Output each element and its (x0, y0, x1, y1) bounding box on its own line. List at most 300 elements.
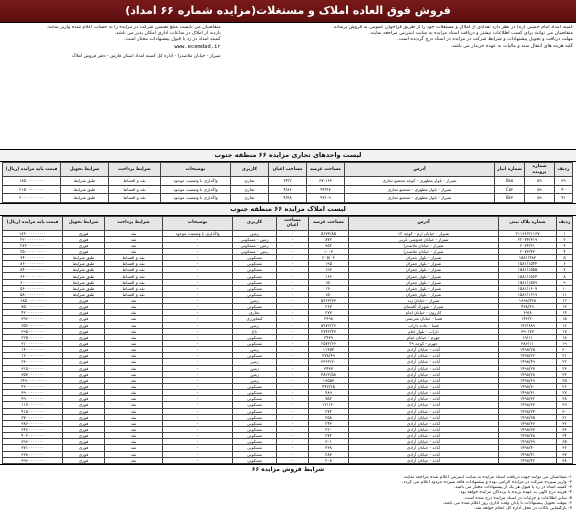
table-cell: نقد (105, 359, 163, 365)
table-cell: آباده - خیابان آزادی (349, 433, 499, 439)
table-cell: آباده - خیابان آزادی (349, 420, 499, 426)
table-cell: - (163, 457, 233, 463)
table-cell: ۲۰۵/۰۳ (309, 255, 349, 261)
table-cell: ۳۹۶۰۰۰۰۰۰۰ (3, 457, 63, 463)
intro-left-column (3, 25, 221, 147)
table-cell: C۵۲ (495, 185, 525, 194)
table-cell: - (277, 371, 309, 377)
footer-line: ۲- واریز سپرده شرکت در مزایده الزامی بوده و پیشنهادات فاقد سپرده مردود اعلام می گردد. (402, 480, 572, 486)
table-cell: مسکونی (233, 439, 277, 445)
table-cell: مسکونی (233, 445, 277, 451)
table-cell: نقد (105, 310, 163, 316)
table-cell: نقد (105, 334, 163, 340)
table-cell: - (277, 328, 309, 334)
table-cell: - (163, 334, 233, 340)
column-header: توضیحات (163, 216, 233, 230)
table-cell: - (163, 427, 233, 433)
table-cell: نقد (105, 371, 163, 377)
table-cell: شیراز - خیابان ملاصدرا (349, 248, 499, 254)
table-cell: ۳۹/۸ (499, 310, 557, 316)
table-cell: آباده - خیابان آزادی (349, 402, 499, 408)
table-cell: - (163, 298, 233, 304)
table-cell: - (277, 242, 309, 248)
table-cell: ۲۶ (557, 384, 573, 390)
table-cell: ۱۴۹۸/۴۰ (499, 445, 557, 451)
table-cell: ۱۴۹۸/۳۰ (499, 384, 557, 390)
table-cell: ۲۴ (557, 371, 573, 377)
table-cell: ۲۲۵۰۰۰۰۰۰۰ (3, 334, 63, 340)
table-cell: ۷۵۲ (309, 396, 349, 402)
commercial-units-table (2, 162, 573, 203)
table-cell: ۱۶۵۵۳ (309, 377, 349, 383)
table-cell: ۱۰۰۳ (309, 248, 349, 254)
table-cell: طبق شرایط (63, 261, 105, 267)
table-cell: تجاری (233, 310, 277, 316)
table-cell: ۴۸۹ (309, 390, 349, 396)
table-cell: طبق شرایط (63, 291, 105, 297)
table-cell: - (163, 347, 233, 353)
table-cell: ۲۰۷۳/۴۳ (499, 248, 557, 254)
table-cell: نقد (105, 347, 163, 353)
table-cell: شیراز - خیابان ملاصدرا (349, 242, 499, 248)
table-cell: شیراز - بلوار چمران (349, 261, 499, 267)
column-header: شرایط تحویل (63, 216, 105, 230)
section-title-properties: لیست املاک مزایده ۶۶ منطقه جنوب (0, 203, 576, 216)
table-row (3, 177, 573, 186)
table-cell: - (163, 384, 233, 390)
table-cell: B۷۳ (495, 194, 525, 203)
table-cell: ۲۰۷۴/۳۱ (499, 242, 557, 248)
table-cell: مسکونی (233, 457, 277, 463)
table-cell: - (277, 347, 309, 353)
table-cell: ۱۴ (557, 310, 573, 316)
table-cell: ۱۴۹۸/۳۷ (499, 427, 557, 433)
table-cell: جهرم - خیابان خیام (349, 334, 499, 340)
table-cell: ۲۰۰۰۰۰۰۰۰۰۰ (3, 194, 61, 203)
column-header: مساحت عرصه (309, 216, 349, 230)
table-cell: مسکونی (233, 291, 277, 297)
table-cell: ۱۵۸۱/۱۵۷۹ (499, 279, 557, 285)
table-cell: نقد (105, 384, 163, 390)
table-cell: ۱۴۹۸/۳۳ (499, 402, 557, 408)
footer-title: شرایط فروش مزایده ۶۶ (0, 464, 576, 474)
table-cell: - (163, 402, 233, 408)
table-cell: ۴۶۰۰۰۰۰۰۰۰ (3, 384, 63, 390)
table-cell: ۱۹ (557, 341, 573, 347)
table-cell: ۸۶۰۰۰۰۰۰۰۰۰ (3, 261, 63, 267)
table-cell: - (163, 279, 233, 285)
table-cell: ۲۴۳ (309, 420, 349, 426)
column-header: شماره انبار (495, 163, 525, 177)
table-cell: نقد (105, 402, 163, 408)
table-cell: ۸ (557, 273, 573, 279)
table-cell: طبق شرایط (63, 285, 105, 291)
table-cell: فوری (63, 384, 105, 390)
table-cell: ۱۴۹۸/۴۲ (499, 457, 557, 463)
table-cell: ۳۵۶۰۰۰۰۰۰۰ (3, 322, 63, 328)
table-cell: ۲۸۷ (309, 451, 349, 457)
table-cell: ۲۱۱۶۶/۲۱۱۶۷ (499, 230, 557, 236)
table-cell: ۱۴۶/۶۸۹ (499, 322, 557, 328)
footer-line: ۱- متقاضیان می توانند جهت دریافت اسناد مزایده به سایت اینترنتی اعلام شده مراجعه نمایند. (402, 474, 572, 480)
table-cell: ۲۷۸/۴۹ (309, 353, 349, 359)
table-cell: - (163, 451, 233, 457)
table-cell: مسکونی (233, 267, 277, 273)
table-cell: ۲۷۴۲/۴۳ (309, 328, 349, 334)
table-cell: ۴۰ (555, 185, 573, 194)
table-cell: ۱۹۹۸/۴۲۸ (499, 298, 557, 304)
table-cell: ۲۸ (557, 396, 573, 402)
table-cell: - (277, 396, 309, 402)
table-cell: فوری (63, 236, 105, 242)
table-cell: نقد (105, 396, 163, 402)
table-cell: ۹۵۲ (309, 242, 349, 248)
column-header: توضیحات (161, 163, 231, 177)
table-cell: فوری (63, 359, 105, 365)
table-cell: - (277, 298, 309, 304)
table-cell: زمین (233, 365, 277, 371)
table-cell: فوری (63, 347, 105, 353)
table-cell: فوری (63, 420, 105, 426)
table-cell: شیراز - شهرک گلستان (349, 304, 499, 310)
table-cell: ۱۵۸۱/۱۶۰۷ (499, 285, 557, 291)
table-cell: ۱۵۸۱/۱۶۱۹ (499, 291, 557, 297)
table-cell: ۴ (557, 248, 573, 254)
table-cell: ۲۰ (557, 347, 573, 353)
table-cell: ۷ (557, 267, 573, 273)
table-cell: مسکونی (233, 279, 277, 285)
table-cell: ۴۴۶/۲۵ (309, 384, 349, 390)
table-cell: مسکونی (233, 353, 277, 359)
intro-line: متقاضیان می توانند برای کسب اطلاعات بیشتر و دریافت اسناد مزایده به سایت اینترنتی مراجعه نمایند. (369, 31, 573, 37)
table-cell: واگذاری با وضعیت موجود (163, 230, 233, 236)
table-cell: آباده - خیابان آزادی (349, 396, 499, 402)
table-cell: نقد (105, 365, 163, 371)
table-cell: شیراز - خیابان قدوسی غربی (349, 236, 499, 242)
table-cell: نقد (105, 316, 163, 322)
table-cell: آباده - خیابان آزادی (349, 353, 499, 359)
table-cell: ۱۳ (557, 304, 573, 310)
table-cell: طبق شرایط (63, 255, 105, 261)
table-cell: ۵۶۰۰۰۰۰۰۰۰۰ (3, 285, 63, 291)
table-cell: - (163, 304, 233, 310)
table-cell: ۷۵۰۰۰۰۰۰۰۰ (3, 304, 63, 310)
table-cell: ۳۱۰۰۰۰۰۰۰۰ (3, 341, 63, 347)
intro-line: متقاضیان می بایست مبلغ تضمین شرکت در مزایده را به حساب اعلام شده واریز نمایند. (46, 25, 221, 30)
table-cell: ۴۹۰۰۰۰۰۰۰۰ (3, 396, 63, 402)
table-cell: ۱۵۰ (309, 279, 349, 285)
column-header: شرایط پرداخت (109, 163, 161, 177)
table-cell: ۴۱۵۰۰۰۰۰۰۰ (3, 408, 63, 414)
table-cell: ۱۴۹۸/۴۹ (499, 359, 557, 365)
table-cell: ۳۳۶۲/۶۰ (309, 359, 349, 365)
table-cell: ۳۵۷۰۰۰۰۰۰۰ (3, 371, 63, 377)
table-cell: - (277, 408, 309, 414)
table-cell: تجاری (231, 185, 269, 194)
table-cell: واگذاری با وضعیت موجود (161, 177, 231, 186)
table-cell: ۲۳۸ (309, 445, 349, 451)
footer-line: ۷- بازگشایی پاکات در محل اداره کل انجام خواهد شد. (474, 506, 572, 512)
table-cell: ۲۷۷ (309, 310, 349, 316)
table-cell: ۳۷ (557, 451, 573, 457)
table-cell: ۱۱ (557, 291, 573, 297)
table-cell: فوری (63, 341, 105, 347)
table-cell: - (277, 273, 309, 279)
table-cell: - (163, 291, 233, 297)
table-cell: ۳۹ (555, 177, 573, 186)
table-cell: ۱۴۹۸/۲۵ (499, 347, 557, 353)
table-cell: ۲۴۷۹ (309, 334, 349, 340)
table-cell: فوری (63, 439, 105, 445)
table-cell: فوری (63, 433, 105, 439)
table-cell: شیراز - بلوار مطهری - کوچه مجتمع تجاری (345, 177, 495, 186)
table-cell: نقد و اقساط (105, 279, 163, 285)
table-cell: فسا - جاده داراب (349, 322, 499, 328)
table-cell: ۵۶۷۳/۸۵ (309, 230, 349, 236)
table-cell: ۲۵۰۰۰۰۰۰۰۰۰ (3, 248, 63, 254)
table-cell: ۳۴/۲ (269, 177, 307, 186)
table-cell: - (163, 414, 233, 420)
table-cell: ۱۴۰ (309, 285, 349, 291)
table-cell: - (277, 433, 309, 439)
column-header: ردیف (557, 216, 573, 230)
table-cell: ۱۵ (557, 316, 573, 322)
table-cell: - (277, 353, 309, 359)
table-cell: ۴۳/۰۹ (307, 194, 345, 203)
table-cell: ۵۹ (525, 177, 555, 186)
table-cell: ۱۷ (557, 328, 573, 334)
table-cell: - (277, 427, 309, 433)
table-cell: نقد (105, 377, 163, 383)
table-cell: - (277, 322, 309, 328)
table-cell: فوری (63, 230, 105, 236)
contact-address: شیراز - خیابان ملاصدرا - اداره کل کمیته امداد استان فارس - دفتر فروش املاک (71, 53, 221, 59)
table-cell: زمین (233, 377, 277, 383)
table-cell: ۱۴۹۸/۲۷ (499, 365, 557, 371)
intro-line: کمیته امداد در رد یا قبول پیشنهادات مختار است. (124, 37, 221, 43)
table-cell: آباده - خیابان آزادی (349, 408, 499, 414)
table-cell: فوری (63, 304, 105, 310)
table-cell: ۱۴۶/۲۰ (499, 316, 557, 322)
footer-line: ۶- مهلت تحویل پیشنهادات تا پایان وقت اداری روز اعلام شده می باشد. (442, 500, 572, 506)
table-cell: نقد و اقساط (105, 273, 163, 279)
table-cell: - (277, 316, 309, 322)
table-cell: ۲۵۸ (309, 414, 349, 420)
table-cell: - (163, 390, 233, 396)
table-cell: آباده - خیابان آزادی (349, 390, 499, 396)
table-cell: ۳۹۶۰۰۰۰۰۰۰ (3, 439, 63, 445)
table-cell: - (163, 316, 233, 322)
table-cell: ۱ (557, 230, 573, 236)
table-cell: فوری (63, 316, 105, 322)
table-cell: ۱۶ (557, 322, 573, 328)
table-cell: - (163, 371, 233, 377)
table-cell: شیراز - خیابان زند (349, 298, 499, 304)
table-cell: فوری (63, 310, 105, 316)
table-cell: ۵۸۰۰۰۰۰۰۰۰۰ (3, 291, 63, 297)
table-cell: فوری (63, 328, 105, 334)
table-row (3, 194, 573, 203)
table-cell: مسکونی (233, 420, 277, 426)
table-cell: طبق شرایط (63, 279, 105, 285)
table-cell: ۴/۴۸ (269, 194, 307, 203)
table-cell: ۱۹۳ (309, 267, 349, 273)
table-cell: تجاری (231, 194, 269, 203)
table-cell: نقد (105, 304, 163, 310)
table-cell: آباده - خیابان آزادی (349, 427, 499, 433)
table-cell: ۱۱۷۰۰۰۰۰۰۰ (3, 402, 63, 408)
table-cell: طبق شرایط (61, 177, 109, 186)
table-cell: ۳۵ (557, 439, 573, 445)
table-cell: نقد (105, 420, 163, 426)
footer-line: ۳- کمیته امداد در رد یا قبول هر یک از پیشنهادات مختار می باشد. (454, 485, 572, 491)
column-header: شماره پلاک ثبتی (499, 216, 557, 230)
table-cell: ۱۹/۱۱ (499, 334, 557, 340)
table-cell: فوری (63, 322, 105, 328)
table-cell: فوری (63, 242, 105, 248)
table-cell: فوری (63, 377, 105, 383)
table-cell: ۲۹۵۰۰۰۰۰۰۰ (3, 328, 63, 334)
table-cell: ۱۸۵۰۰۰۰۰۰۰۰ (3, 177, 61, 186)
table-cell: فوری (63, 298, 105, 304)
table-cell: - (277, 445, 309, 451)
table-cell: ۱۵۸۱/۱۵۴۴ (499, 261, 557, 267)
table-cell: ۳۴۶۰۰۰۰۰۰۰ (3, 427, 63, 433)
table-cell: - (163, 377, 233, 383)
table-cell: فوری (63, 390, 105, 396)
table-cell: - (277, 457, 309, 463)
table-cell: واگذاری با وضعیت موجود (161, 194, 231, 203)
table-cell: ۲۷۶۰۰۰۰۰۰۰۰ (3, 242, 63, 248)
table-cell: نقد (105, 439, 163, 445)
table-cell: ۲۱۵۰۰۰۰۰۰۰۰ (3, 185, 61, 194)
table-cell: زمین (233, 230, 277, 236)
table-cell: ۳۶۸۰۰۰۰۰۰۰ (3, 451, 63, 457)
table-cell: ۴۸۲۲/۵۸ (309, 371, 349, 377)
table-cell: مسکونی (233, 396, 277, 402)
table-cell: - (277, 365, 309, 371)
table-cell: ۱۴۹۸/۳۵ (499, 414, 557, 420)
table-cell: ۲۰۸ (309, 457, 349, 463)
table-cell: ۲۵ (557, 377, 573, 383)
table-cell: مسکونی (233, 390, 277, 396)
table-cell: ۱۸۵۰۰۰۰۰۰۰۰ (3, 298, 63, 304)
table-cell: ۱۶۶ (309, 273, 349, 279)
column-header: کاربری (231, 163, 269, 177)
table-cell: نقد (105, 457, 163, 463)
table-cell: مسکونی (233, 384, 277, 390)
table-cell: ۹۴۰۰۰۰۰۰۰۰۰ (3, 255, 63, 261)
table-cell: ۳ (557, 242, 573, 248)
column-header: مساحت عرصه (307, 163, 345, 177)
table-cell: زمین - مسکونی (233, 242, 277, 248)
column-header: شرایط پرداخت (105, 216, 163, 230)
table-cell: شیراز - بلوار چمران (349, 291, 499, 297)
intro-right-column (225, 25, 573, 147)
table-cell: - (163, 248, 233, 254)
table-cell: آباده - خیابان آزادی (349, 445, 499, 451)
table-cell: شیراز - بلوار چمران (349, 285, 499, 291)
table-cell: نقد و اقساط (105, 255, 163, 261)
table-cell: ۱۵۸۱/۴۸۳ (499, 255, 557, 261)
table-cell: ۳۸۶۰۰۰۰۰۰۰ (3, 420, 63, 426)
table-cell: - (163, 439, 233, 445)
section-title-commercial: لیست واحدهای تجاری مزایده ۶۶ منطقه جنوب (0, 149, 576, 162)
table-cell: فوری (63, 457, 105, 463)
table-cell: مسکونی (233, 273, 277, 279)
table-cell: ۳۷۰/۶۳ (307, 177, 345, 186)
table-cell: - (277, 291, 309, 297)
table-cell: آباده - خیابان آزادی (349, 439, 499, 445)
intro-line: کمیته امداد امام خمینی (ره) در نظر دارد تعدادی از املاک و مستغلات خود را از طریق فراخوان عمومی به فروش برساند. (332, 25, 573, 30)
table-cell: فوری (63, 414, 105, 420)
table-cell: - (163, 285, 233, 291)
table-cell: نقد (105, 451, 163, 457)
table-cell: ۳۱ (557, 414, 573, 420)
table-cell: نقد (105, 328, 163, 334)
table-cell: شیراز - بلوار چمران (349, 255, 499, 261)
column-header: مساحت اعیان (269, 163, 307, 177)
table-cell: ۱۲۱/۶۰ (309, 402, 349, 408)
table-cell: - (163, 433, 233, 439)
table-cell: فوری (63, 365, 105, 371)
website-link[interactable]: www.ecemdad.ir (174, 43, 221, 50)
table-cell: طبق شرایط (63, 267, 105, 273)
table-cell: ۵ (557, 255, 573, 261)
table-cell: - (277, 414, 309, 420)
table-cell: فوری (63, 451, 105, 457)
table-cell: فوری (63, 334, 105, 340)
table-cell: - (163, 359, 233, 365)
table-cell: - (163, 365, 233, 371)
table-cell: آباده - خیابان آزادی (349, 457, 499, 463)
table-cell: - (277, 451, 309, 457)
table-cell: فوری (63, 371, 105, 377)
table-cell: مسکونی (233, 433, 277, 439)
table-cell: نقد و اقساط (109, 185, 161, 194)
table-cell: آباده - خیابان آزادی (349, 414, 499, 420)
table-cell: ۱۴۹۸/۲۸ (499, 371, 557, 377)
table-cell: ۲۷۴ (309, 408, 349, 414)
table-cell: ۱۴۹۸/۳۲ (499, 396, 557, 402)
table-cell: - (277, 236, 309, 242)
table-cell: ۳۶ (557, 445, 573, 451)
table-cell: آباده - خیابان آزادی (349, 384, 499, 390)
table-cell: مسکونی (233, 414, 277, 420)
table-cell: نقد و اقساط (109, 177, 161, 186)
column-header: شرایط تحویل (61, 163, 109, 177)
table-cell: ۳۷۱۰۰۰۰۰۰۰ (3, 445, 63, 451)
table-cell: - (163, 267, 233, 273)
table-cell: ۵۶۶۳/۳۳ (309, 298, 349, 304)
table-cell: ۲۱ (557, 353, 573, 359)
table-cell: آباده - خیابان آزادی (349, 365, 499, 371)
table-cell: ۳۰۱ (309, 439, 349, 445)
table-cell: ۸۴۰۰۰۰۰۰۰۰۰ (3, 267, 63, 273)
table-cell: ۱۵۸۱/۱۵۶۴ (499, 273, 557, 279)
table-cell: طبق شرایط (61, 194, 109, 203)
table-cell: ۳۸ (557, 457, 573, 463)
table-cell: ۱۸۳۰۰۰۰۰۰۰۰۰ (3, 230, 63, 236)
table-cell: - (163, 242, 233, 248)
table-cell: نقد (105, 414, 163, 420)
table-cell: نقد و اقساط (105, 285, 163, 291)
table-cell: نقد (105, 390, 163, 396)
table-cell: ۱۴۹۸/۳۸ (499, 433, 557, 439)
intro-section (0, 23, 576, 149)
table-cell: نقد (105, 230, 163, 236)
table-cell: ۱۲ (557, 298, 573, 304)
